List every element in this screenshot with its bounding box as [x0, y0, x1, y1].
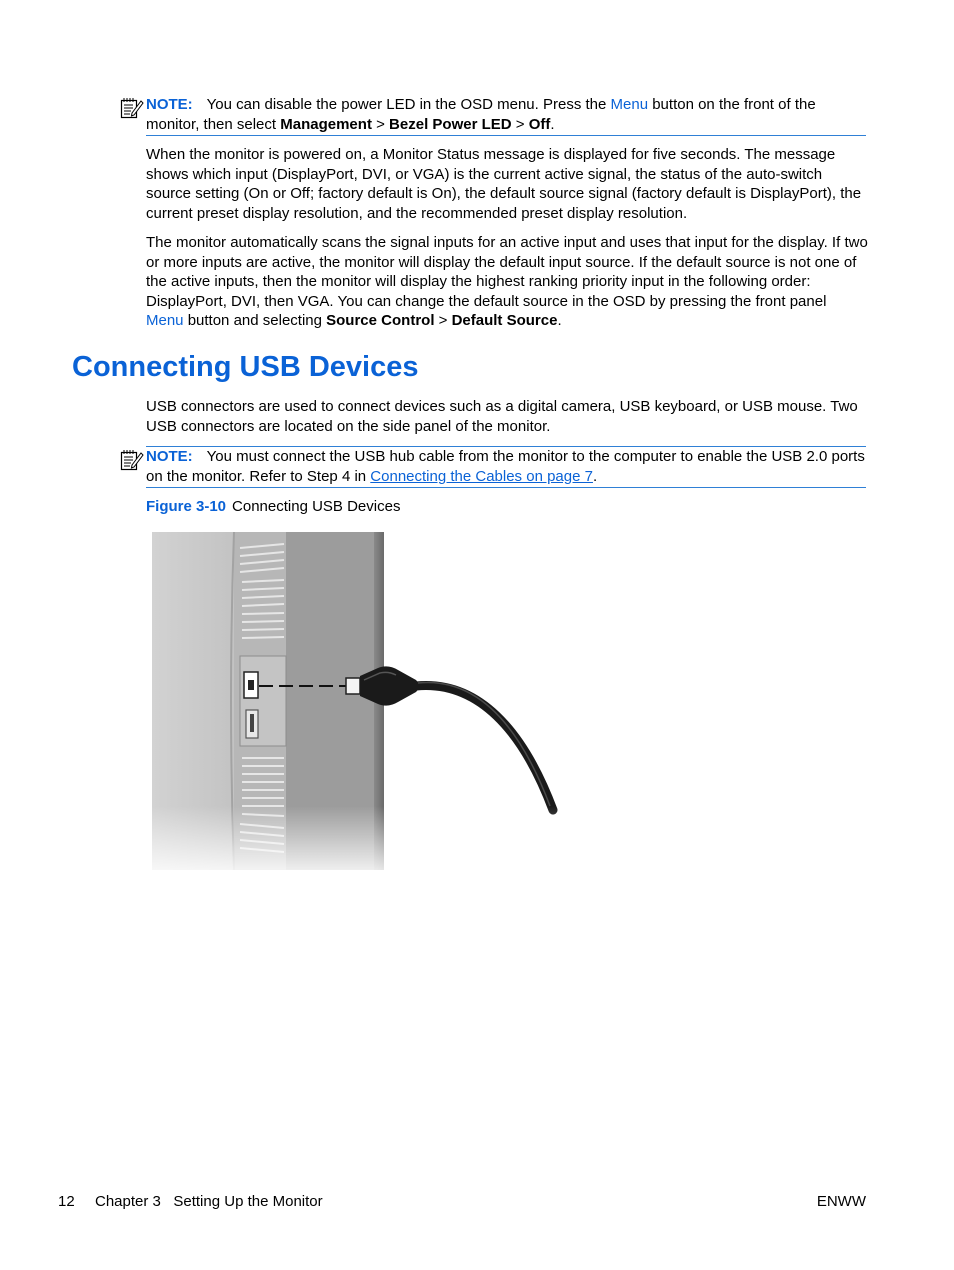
note-divider: [146, 487, 866, 488]
note-usb-hub-cable: NOTE: You must connect the USB hub cable from the monitor to the computer to enable the USB 2.0 ports on the monitor. Refer to Step 4 in Connecting the Cables on page 7.: [146, 448, 865, 485]
paragraph-input-scan: The monitor automatically scans the signal inputs for an active input and uses that input for the display. If two or more inputs are active, the monitor will display the default input source. If the default source is not one of the active inputs, then the monitor will display the highest ranking priority input in the following order: DisplayPort, DVI, then VGA. You can change the default source in the OSD by pressing the front panel Menu button and selecting Source Control > Default Source.: [146, 234, 868, 330]
figure-title: Connecting USB Devices: [232, 498, 401, 515]
menu-button-term: Menu: [146, 312, 184, 330]
chapter-title: Chapter 3 Setting Up the Monitor: [95, 1193, 323, 1210]
page-number: 12: [58, 1193, 75, 1210]
link-connecting-cables[interactable]: Connecting the Cables on page 7: [370, 467, 593, 485]
note-label: NOTE:: [146, 448, 193, 465]
note-power-led: NOTE: You can disable the power LED in the OSD menu. Press the Menu button on the front of the monitor, then select Management > Bezel Power LED > Off.: [146, 96, 816, 133]
note-icon: [120, 449, 144, 471]
usb-connection-illustration: [148, 530, 568, 875]
section-heading: Connecting USB Devices: [72, 351, 419, 383]
note-icon: [120, 97, 144, 119]
paragraph-usb-connectors: USB connectors are used to connect devices such as a digital camera, USB keyboard, or USB mouse. Two USB connectors are located on the side panel of the monitor.: [146, 398, 858, 435]
figure-caption: [146, 497, 400, 516]
footer-right-label: ENWW: [816, 1193, 866, 1210]
note-label: NOTE:: [146, 96, 193, 113]
menu-button-term: Menu: [610, 96, 649, 113]
figure-number: Figure 3-10: [146, 498, 227, 515]
paragraph-monitor-status: When the monitor is powered on, a Monitor Status message is displayed for five seconds. The message shows which input (DisplayPort, DVI, or VGA) is the current active signal, the status of the auto-switch source setting (On or Off; factory default is On), the default source signal (factory default is DisplayPort), the current preset display resolution, and the recommended preset display resolution.: [146, 146, 862, 222]
note-divider: [146, 135, 866, 136]
